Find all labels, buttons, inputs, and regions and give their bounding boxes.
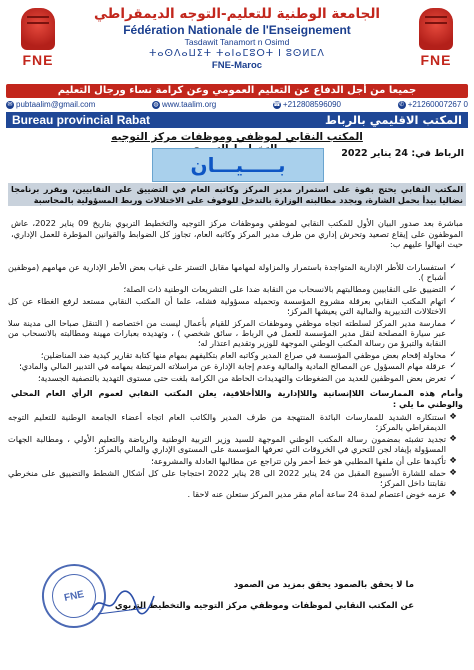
logo-text: FNE (420, 52, 452, 68)
checkmark-icon: ✓ (449, 349, 457, 360)
list-item-text: تجديد تشبثه بمضمون رسالة المكتب الوطني الموجهة للسيد وزير التربية الوطنية والرياضة والتعليم الأولي ، ومطالبة الجهات المسؤولة بإيفاد لجن للتحري في الخروقات التي تعرفها المؤسسة على المستوى الإداري والمالي بالمركز؛ (8, 433, 446, 455)
date-line: الرباط في: 24 يناير 2022 (341, 148, 464, 159)
checkmark-icon: ✓ (449, 361, 457, 372)
contact-row (6, 99, 468, 110)
letterhead-titles (70, 6, 404, 72)
bullet-icon: ❖ (449, 433, 457, 444)
paragraph-2: وأمام هذه الممارسات اللاإنسانية واللاإدارية واللاأخلاقية، يعلن المكتب النقابي لعموم الرأي العام المحلي والوطني ما يلي : (11, 388, 463, 409)
statement-heading-box (152, 148, 324, 182)
list-item (8, 262, 458, 282)
phone-text-2: +21260007267 0 (407, 100, 468, 109)
bureau-banner (6, 112, 468, 128)
list-item (8, 456, 458, 466)
list-item-text: تعرض بعض الموظفين للعديد من الضغوطات والتهديدات الحاطة من الكرامة بلغت حتى مستوى التهديد بالتصفية الجسدية؛ (38, 373, 446, 384)
list-item (8, 468, 458, 488)
list-item (8, 373, 458, 383)
statement-heading: بـــــيـــان (190, 153, 286, 177)
closing-motto: ما لا يحقق بالصمود يحقق بمزيد من الصمود (233, 580, 414, 590)
letterhead (6, 4, 468, 110)
list-item-text: استفسارات للأطر الإدارية المتواجدة باستمرار والمزاولة لمهامها مقابل التستر على غياب بعض الأطر الإدارية عن مهامهم (موظفين أشباح ). (8, 262, 446, 283)
email-text: pubtaalim@gmail.com (16, 100, 96, 109)
logo-text: FNE (22, 52, 54, 68)
federation-title-fr: Fédération Nationale de l'Enseignement (123, 23, 351, 37)
federation-title-amazigh-latin: Tasdawit Tanamort n Osimd (184, 37, 290, 47)
bullet-icon: ❖ (449, 412, 457, 422)
list-item-text: محاولة إقحام بعض موظفي المؤسسة في صراع المدير وكاتبه العام بتكليفهم بمهام منها كتابة تقارير كيدية ضد المناضلين؛ (40, 349, 446, 360)
intro-summary: المكتب النقابي يحتج بقوة على استمرار مدير المركز وكاتبه العام في التضييق على النقابيين، ويقرر برنامجا نضاليا بيدأ بحمل الشارة، ويجدد مطالبته الوزارة بالتدخل للوقوف على الاختلالات وربط المسؤولية بالمحاسبة (8, 183, 466, 206)
list-item-text: تأكيدها على أن ملفها المطلبي هو خط أحمر ولن تتراجع عن مطالبها العادلة والمشروعة؛ (151, 455, 446, 466)
checkmark-icon: ✓ (449, 295, 457, 306)
closing-signature-line: عن المكتب النقابي لموظفات وموظفي مركز التوجيه والتخطيط التربوي (114, 601, 414, 611)
whatsapp-icon: ✆ (399, 101, 405, 108)
list-item (8, 361, 458, 371)
list-item (8, 434, 458, 454)
website-contact[interactable] (152, 100, 216, 109)
bullet-icon: ❖ (449, 467, 457, 478)
fne-logo-left (10, 8, 66, 82)
list-item-text: ممارسة مدير المركز لسلطته اتجاه موظفي وموظفات المركز للقيام بأعمال ليست من اختصاصه ( التنقل صباحا الى مدينة سلا عبر سيارة المصلحة لنقل مدير المؤسسة للعمل في الرباط ، سائق شخصي ) ، وتهديده بعبارات مهينة ومطالبته بالانسحاب من النقابة والتبرؤ من رسالة المكتب الوطني الموجهة للوزير وتقديم اعتذار له؛ (8, 317, 446, 348)
checkmark-icon: ✓ (449, 262, 457, 272)
list-item-text: اتهام المكتب النقابي بعرقلة مشروع المؤسسة وتحميله مسؤولية فشله، علما أن المكتب النقابي مستعد لرفع الغطاء عن كل الاختلالات التدبيرية والمالية التي يعيشها المركز؛ (8, 295, 446, 316)
list-item (8, 412, 458, 432)
website-text: www.taalim.org (161, 100, 217, 109)
phone-contact-2 (398, 100, 468, 109)
list-item-text: التضييق على النقابيين ومطالبتهم بالانسحاب من النقابة ضدا على التشريعات الوطنية ذات الصلة؛ (123, 283, 446, 294)
federation-title-tifinagh: ⵜⴰⵙⴷⴰⵡⵉⵜ ⵜⴰⵏⴰⵎⵓⵔⵜ ⵏ ⵓⵙⵍⵎⴷ (149, 48, 325, 59)
fne-logo-right (408, 8, 464, 82)
list-item (8, 296, 458, 316)
list-item (8, 284, 458, 294)
bureau-title-ar: المكتب الاقليمي بالرباط (325, 113, 462, 127)
list-item (8, 318, 458, 349)
raised-fist-icon (21, 8, 55, 50)
declarations-list (8, 412, 458, 501)
mail-icon: ✉ (7, 101, 13, 108)
grievances-list (8, 262, 458, 385)
phone-text-1: +212808596090 (282, 100, 341, 109)
federation-title-ar: الجامعة الوطنية للتعليم-التوجه الديمقراطي (93, 6, 381, 22)
list-item (8, 350, 458, 360)
stamp-text: FNE (63, 588, 85, 604)
raised-fist-icon (419, 8, 453, 50)
phone-icon: ☎ (273, 101, 281, 108)
checkmark-icon: ✓ (449, 373, 457, 384)
checkmark-icon: ✓ (449, 317, 457, 328)
checkmark-icon: ✓ (449, 283, 457, 294)
bureau-title-fr: Bureau provincial Rabat (12, 113, 151, 127)
list-item-text: حمله للشارة الأسبوع المقبل من 24 يناير 2022 الى 28 يناير 2022 احتجاجا على كل أشكال الشطط والتضييق على منخرطي نقابتنا داخل المركز؛ (8, 467, 446, 488)
email-contact[interactable] (6, 100, 95, 109)
bullet-icon: ❖ (449, 489, 457, 500)
paragraph-1: مباشرة بعد صدور البيان الأول للمكتب النقابي لموظفي وموظفات مركز التوجيه والتخطيط التربوي بتاريخ 09 يناير 2022، عاش الموظفون على إيقاع تصعيد وتحرش إداري من طرف مدير المركز وكاتبه العام، تجاوز كل الضوابط والقوانين المؤطرة للعمل الإداري، حيث انهالوا عليهم ب: (11, 218, 464, 249)
list-item-text: عزمه خوض اعتصام لمدة 24 ساعة أمام مقر مدير المركز ستعلن عنه لاحقا . (187, 489, 446, 500)
list-item-text: استنكاره الشديد للممارسات البائدة المنتهجة من طرف المدير والكاتب العام اتجاه أعضاء الجامعة الوطنية للتعليم التوجه الديمقراطي بالمركز؛ (8, 412, 446, 433)
bullet-icon: ❖ (449, 455, 457, 466)
list-item (8, 489, 458, 499)
federation-subtitle: FNE-Maroc (211, 60, 263, 71)
list-item-text: عرقلة مهام المسؤول عن المصالح المادية والمالية وعدم إجابة الإدارة عن مراسلاته المرتبطة بمهامه في التدبير المالي والمادي؛ (19, 361, 446, 372)
handwritten-signature (88, 588, 158, 618)
slogan-banner: جميعا من أجل الدفاع عن التعليم العمومي وعن كرامة نساء ورجال التعليم (6, 84, 468, 98)
phone-contact-1 (273, 100, 341, 109)
globe-icon: ◍ (153, 101, 159, 108)
section-title: المكتب النقابي لموظفي وموظفات مركز التوجيه (111, 131, 363, 143)
